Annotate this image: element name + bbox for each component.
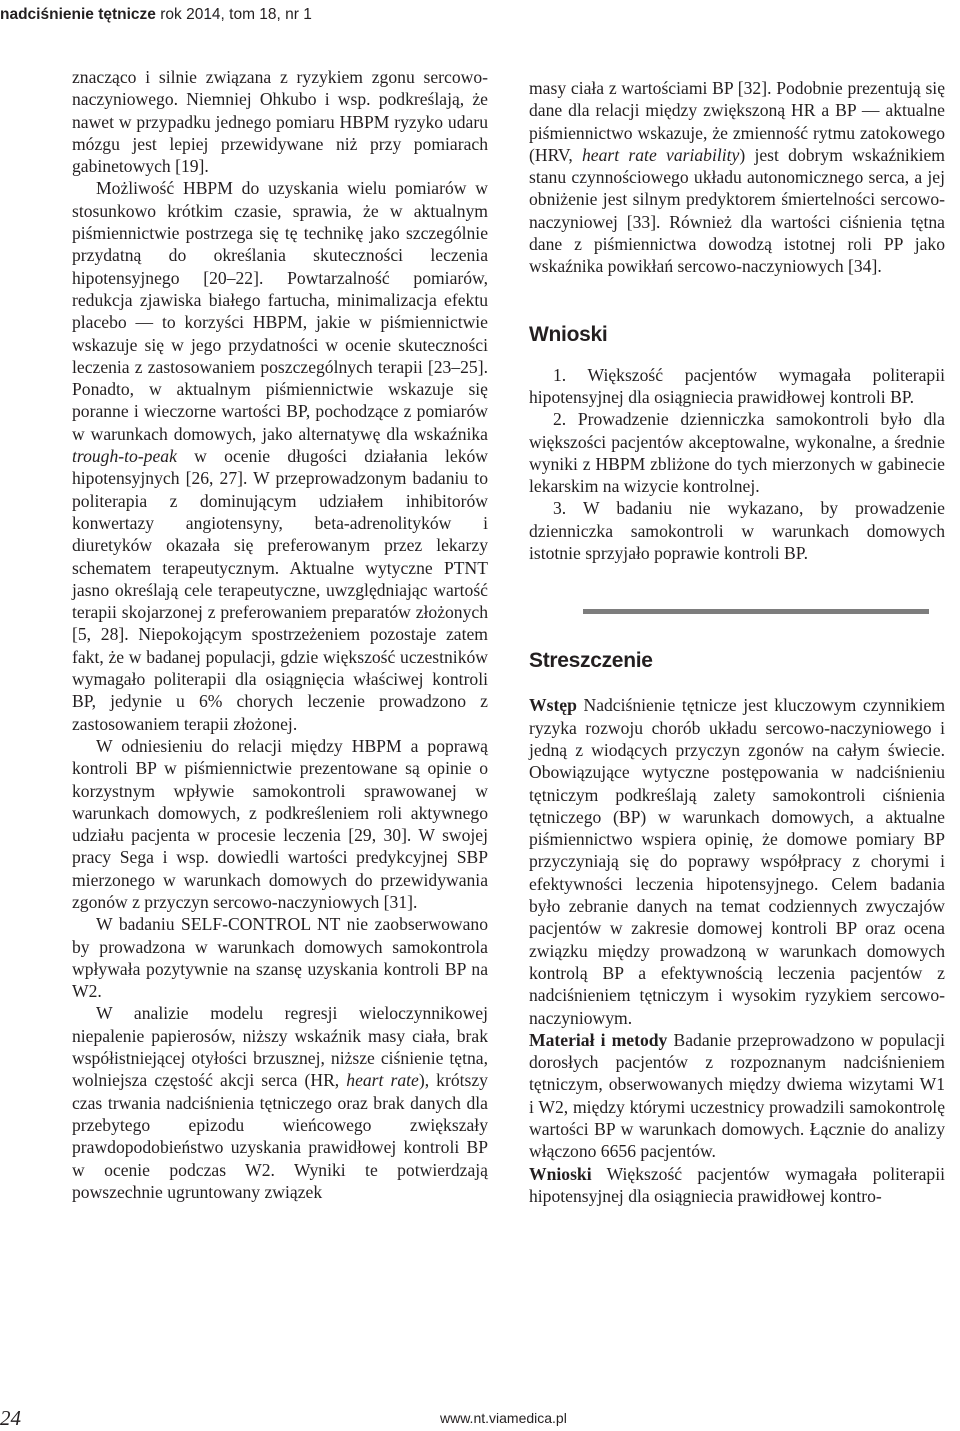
body-paragraph: Możliwość HBPM do uzyskania wielu pomiarów w stosunkowo krótkim czasie, sprawia, że w aktualnym piśmiennictwie postrzega się tę technikę jako szczególnie przydatną do określania skuteczności leczenia hipotensyjnego [20–22]. Powtarzalność pomiarów, redukcja zjawiska białego fartucha, minimalizacja efektu placebo — to korzyści HBPM, jakie w piśmiennictwie wskazuje się w jego przydatności w ocenie skuteczności leczenia z zastosowaniem poszczególnych terapii [23–25]. Ponadto, w aktualnym piśmiennictwie wskazuje się poranne i wieczorne wartości BP, pochodzące z pomiarów w warunkach domowych, jako alternatywę dla wskaźnika trough-to-peak w ocenie długości działania leków hipotensyjnych [26, 27]. W przeprowadzonym badaniu to politerapia z dominującym udziałem inhibitorów konwertazy angiotensyny, beta-adrenolityków i diuretyków okazała się preferowanym przez lekarzy schematem terapeutycznym. Aktualne wytyczne PTNT jasno określają cele terapeutyczne, uwzględniając wartość terapii skojarzonej z preferowaniem preparatów złożonych [5, 28]. Niepokojącym spostrzeżeniem pozostaje zatem fakt, że w badanej populacji, gdzie większość uczestników wymagało politerapii dla osiągnięcia właściwej kontroli BP, jedynie u 6% chorych leczenie prowadzono z zastosowaniem terapii złożonej. [72,178,488,734]
body-paragraph: znacząco i silnie związana z ryzykiem zgonu sercowo-naczyniowego. Niemniej Ohkubo i wsp. podkreślają, że nawet w przypadku jednego pomiaru HBPM ryzyko udaru mózgu jest lepiej przewidywane niż przy pomiarach gabinetowych [19]. [72,67,488,177]
abstract-paragraph: Wstęp Nadciśnienie tętnicze jest kluczowym czynnikiem ryzyka rozwoju chorób układu sercowo-naczyniowego i jedną z wiodących przyczyn zgonów na całym świecie. Obowiązujące wytyczne postępowania w nadciśnieniu tętniczym podkreślają zalety samokontroli ciśnienia tętniczego (BP) w warunkach domowych, a aktualne piśmiennictwo wspiera opinię, że domowe pomiary BP przyczyniają się do poprawy współpracy z chorymi i efektywności leczenia hipotensyjnego. Celem badania było zebranie danych na temat codziennych zwyczajów pacjentów w zakresie domowej kontroli BP oraz ocena związku między prowadzoną w warunkach domowych kontrolą BP a efektywnością leczenia pacjentów z nadciśnieniem tętniczym i wysokim ryzykiem sercowo-naczyniowym. [529,695,945,1028]
running-header [0,0,600,30]
body-paragraph: W analizie modelu regresji wieloczynnikowej niepalenie papierosów, niższy wskaźnik masy ciała, brak współistniejącej otyłości brzusznej, niższe ciśnienie tętna, wolniejsza częstość akcji serca (HR, heart rate), krótszy czas trwania nadciśnienia tętniczego oraz brak danych dla przebytego epizodu wieńcowego zwiększały prawdopodobieństwo uzyskania prawidłowej kontroli BP w ocenie podczas W2. Wyniki te potwierdzają powszechnie ugruntowany związek [72,1003,488,1202]
right-column [529,77,945,1207]
body-paragraph: W badaniu SELF-CONTROL NT nie zaobserwowano by prowadzona w warunkach domowych samokontrola wpływała pozytywnie na szansę uzyskania kontroli BP na W2. [72,914,488,1002]
section-divider [583,609,929,614]
section-heading-wnioski: Wnioski [529,322,608,346]
italic-term: heart rate [346,1070,419,1091]
body-paragraph: W odniesieniu do relacji między HBPM a poprawą kontroli BP w piśmiennictwie prezentowane są opinie o korzystnym wpływie samokontroli sprawowanej w warunkach domowych, z podkreśleniem roli aktywnego udziału pacjenta w procesie leczenia [29, 30]. W swojej pracy Sega i wsp. dowiedli wartości predykcyjnej SBP mierzonego w warunkach domowych do przewidywania zgonów z przyczyn sercowo-naczyniowych [31]. [72,735,488,912]
conclusion-item: 2. Prowadzenie dzienniczka samokontroli było dla większości pacjentów akceptowalne, wykonalne, a średnie wyniki z HBPM zbliżone do tych mierzonych w gabinecie lekarskim na wizycie kontrolnej. [529,409,945,497]
issue-info: rok 2014, tom 18, nr 1 [160,6,312,23]
abstract-label: Materiał i metody [529,1029,668,1050]
abstract-paragraph: Wnioski Większość pacjentów wymagała politerapii hipotensyjnej dla osiągniecia prawidłowej kontro- [529,1163,945,1206]
conclusion-item: 3. W badaniu nie wykazano, by prowadzenie dzienniczka samokontroli w warunkach domowych istotnie sprzyjało poprawie kontroli BP. [529,498,945,564]
abstract-label: Wnioski [529,1163,592,1184]
footer-website: www.nt.viamedica.pl [440,1410,567,1426]
body-paragraph: masy ciała z wartościami BP [32]. Podobnie prezentują się dane dla relacji między zwiększoną HR a BP — aktualne piśmiennictwo wskazuje, że zmienność rytmu zatokowego (HRV, heart rate variability) jest dobrym wskaźnikiem stanu czynnościowego układu autonomicznego serca, a jej obniżenie jest silnym predyktorem śmiertelności sercowo-naczyniowej [33]. Również dla wartości ciśnienia tętna dane z piśmiennictwa dowodzą istotnej roli PP jako wskaźnika powikłań sercowo-naczyniowych [34]. [529,78,945,277]
abstract-label: Wstęp [529,695,577,716]
journal-name: nadciśnienie tętnicze [0,6,156,23]
left-column [72,66,488,1203]
italic-term: heart rate variability [582,144,740,165]
abstract-paragraph: Materiał i metody Badanie przeprowadzono w populacji dorosłych pacjentów z rozpoznanym nadciśnieniem tętniczym, obserwowanych między dwiema wizytami W1 i W2, między którymi uczestnicy prowadzili samokontrolę wartości BP w warunkach domowych. Łącznie do analizy włączono 6656 pacjentów. [529,1029,945,1162]
section-heading-streszczenie: Streszczenie [529,649,653,673]
conclusion-item: 1. Większość pacjentów wymagała politerapii hipotensyjnej dla osiągniecia prawidłowej kontroli BP. [529,364,945,407]
page-number: 24 [0,1406,21,1430]
italic-term: trough-to-peak [72,446,177,467]
